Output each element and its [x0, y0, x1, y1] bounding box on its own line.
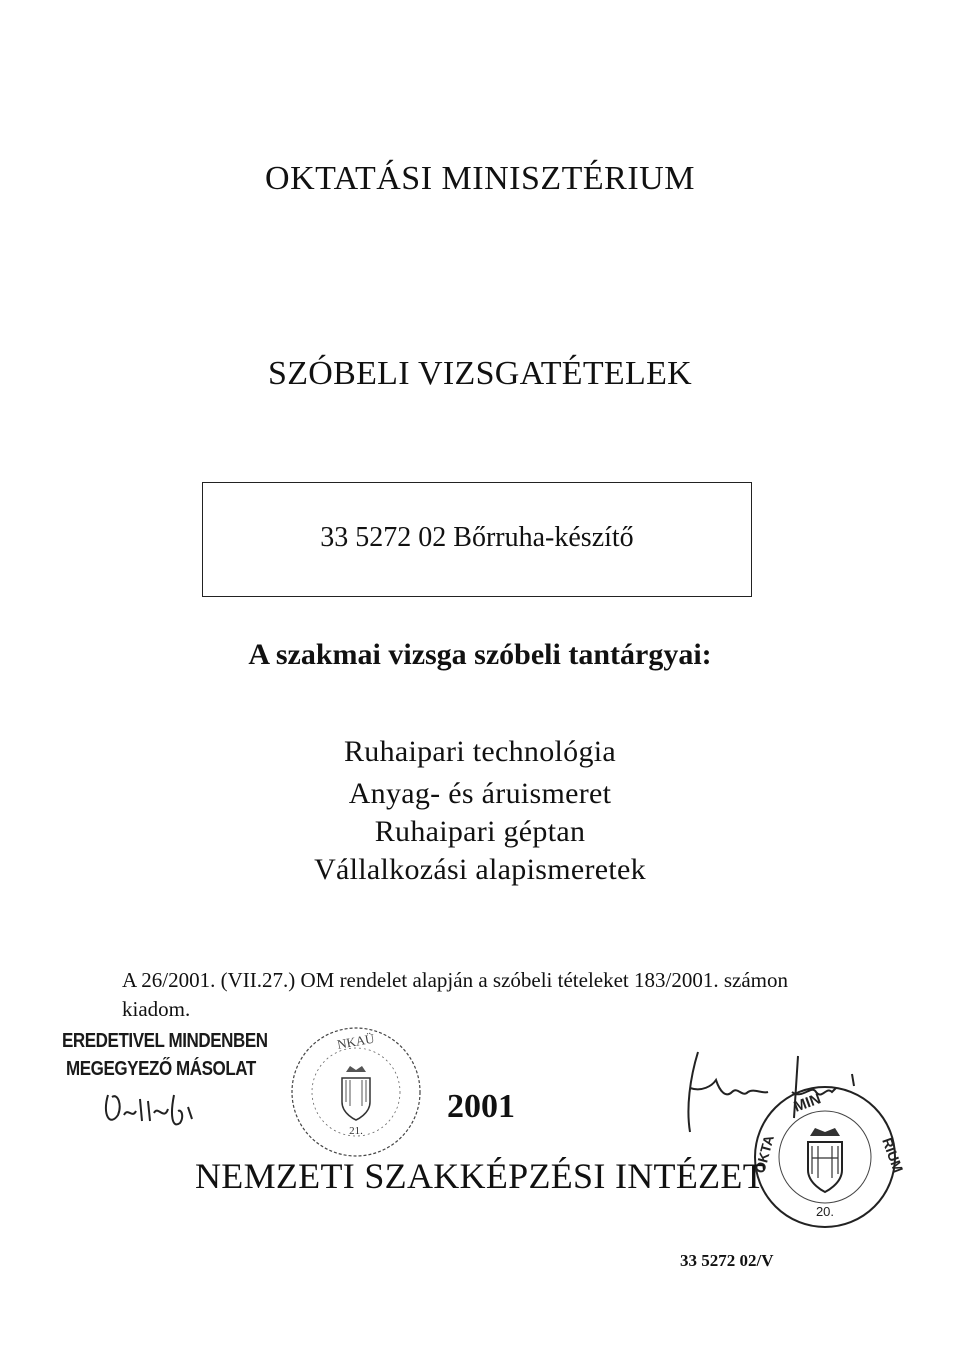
- svg-text:RIUM: RIUM: [879, 1135, 907, 1175]
- subject-item: Ruhaipari géptan: [374, 815, 586, 848]
- ministry-heading: OKTATÁSI MINISZTÉRIUM: [265, 160, 695, 197]
- year: 2001: [447, 1088, 515, 1125]
- svg-text:OKTA: OKTA: [751, 1133, 777, 1175]
- svg-text:MIN: MIN: [791, 1090, 824, 1116]
- left-signature: [100, 1085, 200, 1135]
- qualification-title: 33 5272 02 Bőrruha-készítő: [320, 522, 634, 553]
- subject-item: Ruhaipari technológia: [343, 735, 617, 768]
- certification-stamp-line2: MEGEGYEZŐ MÁSOLAT: [66, 1058, 256, 1080]
- left-seal-number: 21.: [349, 1125, 363, 1137]
- subject-item: Anyag- és áruismeret: [348, 777, 612, 810]
- decree-text: A 26/2001. (VII.27.) OM rendelet alapján a szóbeli tételeket 183/2001. számon kiadom.: [122, 968, 788, 1021]
- certification-stamp-line1: EREDETIVEL MINDENBEN: [62, 1030, 268, 1052]
- institute-name: NEMZETI SZAKKÉPZÉSI INTÉZET: [194, 1156, 765, 1196]
- subjects-heading: A szakmai vizsga szóbeli tantárgyai:: [248, 638, 712, 671]
- document-type-heading: SZÓBELI VIZSGATÉTELEK: [267, 355, 692, 392]
- right-seal-number: 20.: [815, 1204, 835, 1219]
- svg-text:ΝΚΑÜ: ΝΚΑÜ: [335, 1030, 376, 1052]
- left-official-seal: [286, 1022, 426, 1162]
- subject-item: Vállalkozási alapismeretek: [314, 853, 646, 886]
- document-code: 33 5272 02/V: [680, 1251, 774, 1270]
